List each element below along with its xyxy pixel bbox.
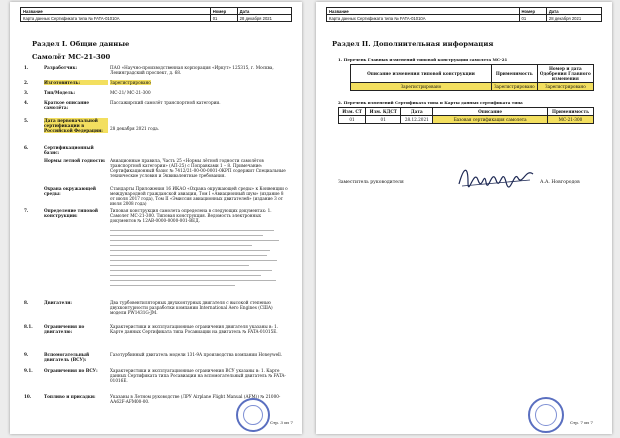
major-changes-table (350, 64, 594, 91)
table2-header-date: Дата (401, 108, 433, 116)
item2-title: 2. Перечень изменений Сертификата типа и Карты данных сертификата типа (338, 100, 523, 105)
right-header-table (326, 7, 602, 22)
header-table (20, 7, 292, 22)
right-header-col-date: Дата (546, 8, 601, 15)
page-number-right: Стр. 7 из 7 (570, 420, 593, 425)
table2-cell-kdst: 01 (366, 116, 401, 124)
header-col-rev: Номер (210, 8, 237, 15)
right-header-date: 28 декабря 2021 (546, 15, 601, 22)
table1-header-approval: Номер и дата Одобрения Главного изменения (537, 65, 593, 83)
header-date: 28 декабря 2021 (237, 15, 291, 22)
changes-table (338, 107, 594, 124)
header-col-date: Дата (237, 8, 291, 15)
table2-cell-st: 01 (339, 116, 366, 124)
right-header-rev: 01 (519, 15, 546, 22)
header-doc-name: Карта данных Сертификата типа № FATA-01010A (21, 15, 211, 22)
table2-header-description: Описание (433, 108, 548, 116)
signature-image (456, 162, 536, 192)
table2-cell-applicability: МС-21-300 (547, 116, 593, 124)
table1-header-description: Описание изменения типовой конструкции (351, 65, 492, 83)
table1-cell-description: Зарегистрировано (351, 83, 492, 91)
item1-title: 1. Перечень Главных изменений типовой конструкции самолета МС-21 (338, 57, 508, 62)
signature-name: А.А. Новгородов (540, 180, 580, 185)
right-header-col-name: Название (327, 8, 520, 15)
header-rev: 01 (210, 15, 237, 22)
table2-header-kdst: Изм. КДСТ (366, 108, 401, 116)
table2-cell-description: Базовая сертификация самолета (433, 116, 548, 124)
signature-role: Заместитель руководителя (338, 180, 404, 185)
type-design-document-list (110, 230, 288, 290)
seal-stamp-icon (236, 398, 270, 432)
document-page-right (316, 2, 612, 434)
table1-header-applicability: Применимость (491, 65, 537, 83)
aircraft-title: Самолёт МС-21-300 (32, 53, 111, 61)
header-col-name: Название (21, 8, 211, 15)
table2-header-st: Изм. СТ (339, 108, 366, 116)
section-title: Раздел I. Общие данные (32, 40, 130, 48)
table2-header-applicability: Применимость (547, 108, 593, 116)
document-page-left: Название Номер Дата Карта данных Сертификата типа № FATA-01010A 01 28 декабря 2021 Раздел I. Общие данные Самолёт МС-21-300 1. Разработчик: ПАО «Научно-производственная корпорация «Иркут» 125315, г. Москва, Ленинградский проспект, д. 68. 2. Изготовитель: Зарегистрировано 3. Тип/Модель: МС-21/ МС-21-300 4. Краткое описание самолёта: Пассажирский самолёт транспортной категории. 5. Дата первоначальной сертификации в Российской Федерации: 28 декабря 2021 года. 6. Сертификационный базис: Нормы летной годности: Авиационные правила, Часть 25 «Нормы лётной годности самолётов транспортной категории» (АП-25) с Поправками 1 – 8. Примечание: Сертификационный базис № 7412/21-00-00-0001-0КРП содержит Специальные технические условия и Эквивалентные требования. Охрана окружающей среды: Стандарты Приложения 16 ИКАО «Охрана окружающей среды» к Конвенции о международной гражданской авиации, Том I «Авиационный шум» (издание 8 от июля 2017 года), Том II «Эмиссия авиационных двигателей» (издание 3 от июля 2008 года) 7. Определение типовой конструкции: Типовая конструкция самолета определена в следующих документах: 1. Самолет МС-21-300. Типовая конструкция. Ведомость электронных документов № 12АВ-0000-0000-001-ВЕД. 8. Двигатели: Два турбовентиляторных двухконтурных двигателя с высокой степенью двухконтурности разработки компании International Aero Engines (США) модели PW1431G-JM. 8.1. Ограничения по двигателю: Характеристики и эксплуатационные ограничения двигателя указаны в: 1. Карте данных Сертификата типа Росавиации на двигатель № FATA-01015E. 9. Вспомогательный двигатель (ВСУ): Газотурбинный двигатель модели 131-9А производства компании Honeywell. 9.1. Ограничения по ВСУ: Характеристики и эксплуатационные ограничения ВСУ указаны в: 1. Карте данных Сертификата типа Росавиации на вспомогательный двигатель № FATA-01016E. 10. Топливо и присадки: Указаны в Летном руководстве (ЛРУ Airplane Flight Manual (AFM)) № 21000-АА62F-AFM00-00. Стр. 3 из 7 (10, 2, 302, 434)
table2-cell-date: 28.12.2021 (401, 116, 433, 124)
seal-stamp-icon (528, 397, 564, 433)
table1-cell-applicability: Зарегистрировано (491, 83, 537, 91)
table1-cell-approval: Зарегистрировано (537, 83, 593, 91)
right-header-col-rev: Номер (519, 8, 546, 15)
page-number: Стр. 3 из 7 (270, 420, 293, 425)
section-title-2: Раздел II. Дополнительная информация (332, 40, 494, 48)
right-header-doc-name: Карта данных Сертификата типа № FATA-01010A (327, 15, 520, 22)
